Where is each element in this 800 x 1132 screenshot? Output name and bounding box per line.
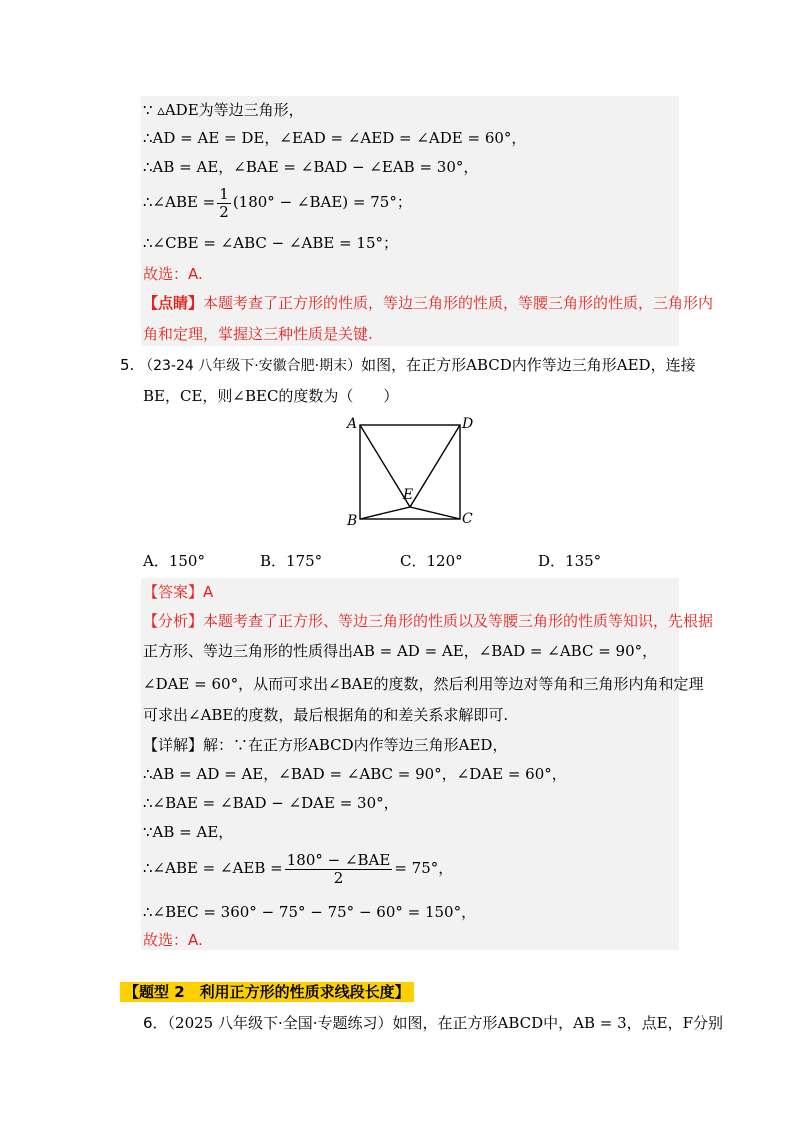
- option-d[interactable]: D．135°: [538, 552, 602, 570]
- analysis-line-2: 正方形、等边三角形的性质得出AB = AD = AE，∠BAD = ∠ABC = 90°，: [143, 642, 658, 660]
- prev-line-4: [143, 185, 412, 221]
- fraction-half: [217, 186, 231, 221]
- question-number: 5.: [120, 356, 135, 374]
- fraction-num: 1: [219, 184, 229, 203]
- fraction-bae-num: 180° − ∠BAE: [286, 850, 391, 869]
- detail-line-7: 故选：A.: [143, 931, 203, 949]
- label-b: B: [347, 513, 358, 529]
- question-6-text: （2025 八年级下·全国·专题练习）如图，在正方形ABCD中，AB = 3，点E，F分别: [167, 1014, 724, 1032]
- analysis-line-3: ∠DAE = 60°，从而可求出∠BAE的度数，然后利用等边对等角和三角形内角和定理: [143, 675, 704, 693]
- answer-line: 【答案】A: [143, 583, 214, 601]
- question-6-line: [143, 1013, 723, 1033]
- label-c: C: [462, 511, 473, 527]
- detail-line-6: ∴∠BEC = 360° − 75° − 75° − 60° = 150°，: [143, 903, 477, 921]
- option-a[interactable]: A．150°: [143, 552, 205, 570]
- square-abcd: [360, 425, 460, 519]
- prev-line-1: ∵ ▵ADE为等边三角形，: [143, 101, 304, 119]
- analysis-line-4: 可求出∠ABE的度数，最后根据角的和差关系求解即可.: [143, 706, 509, 724]
- question-5-line-2: BE，CE，则∠BEC的度数为（ ）: [143, 387, 399, 405]
- segment-be: [360, 507, 410, 519]
- prev-line-5: ∴∠CBE = ∠ABC − ∠ABE = 15°；: [143, 234, 399, 252]
- question-6-number: 6．: [143, 1014, 168, 1032]
- fraction-bae: [285, 852, 393, 887]
- detail-line-1: 【详解】解：∵在正方形ABCD内作等边三角形AED，: [143, 736, 508, 754]
- square-figure: [345, 415, 485, 535]
- question-source: （23-24 八年级下·安徽合肥·期末）: [139, 358, 362, 374]
- label-d: D: [462, 416, 474, 432]
- segment-de: [410, 425, 460, 507]
- option-c[interactable]: C．120°: [400, 552, 463, 570]
- section-heading: 【题型 2 利用正方形的性质求线段长度】: [120, 982, 414, 1002]
- detail-line-3: ∴∠BAE = ∠BAD − ∠DAE = 30°，: [143, 794, 399, 812]
- detail-line-2: ∴AB = AD = AE，∠BAD = ∠ABC = 90°，∠DAE = 60°，: [143, 765, 567, 783]
- prev-line-4-pre: ∴∠ABE =: [143, 193, 216, 211]
- prev-comment-2: 角和定理，掌握这三种性质是关键.: [143, 325, 373, 343]
- option-b[interactable]: B．175°: [260, 552, 323, 570]
- detail-line-5: [143, 850, 453, 887]
- comment-tag: 【点睛】: [143, 294, 204, 312]
- label-e: E: [403, 487, 414, 503]
- prev-line-6: 故选：A.: [143, 265, 203, 283]
- fraction-den: 2: [219, 202, 229, 221]
- detail-5-pre: ∴∠ABE = ∠AEB =: [143, 859, 283, 877]
- label-a: A: [347, 416, 358, 432]
- comment-text-1: 本题考查了正方形的性质，等边三角形的性质，等腰三角形的性质，三角形内: [203, 294, 714, 312]
- detail-5-post: = 75°，: [394, 859, 454, 877]
- detail-line-4: ∵AB = AE，: [143, 823, 234, 841]
- fraction-bae-den: 2: [333, 868, 344, 887]
- prev-line-2: ∴AD = AE = DE，∠EAD = ∠AED = ∠ADE = 60°，: [143, 129, 527, 147]
- prev-line-3: ∴AB = AE，∠BAE = ∠BAD − ∠EAB = 30°，: [143, 158, 479, 176]
- analysis-line-1: 【分析】本题考查了正方形、等边三角形的性质以及等腰三角形的性质等知识，先根据: [143, 612, 714, 630]
- prev-comment-1: [143, 293, 713, 313]
- question-text-1: 如图，在正方形ABCD内作等边三角形AED，连接: [361, 356, 696, 374]
- question-5-line-1: [120, 355, 696, 376]
- prev-line-4-post: (180° − ∠BAE) = 75°；: [232, 193, 412, 211]
- segment-ce: [410, 507, 460, 519]
